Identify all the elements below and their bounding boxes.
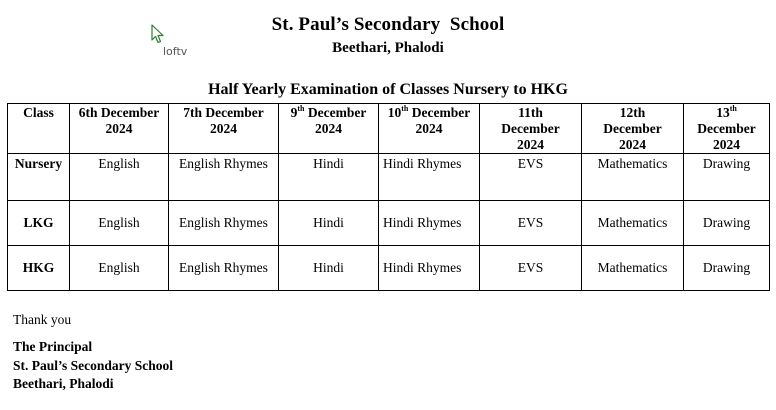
subject-cell: English Rhymes (169, 154, 279, 201)
column-header-date (582, 104, 684, 154)
exam-title: Half Yearly Examination of Classes Nursery to HKG (208, 81, 568, 98)
subject-cell: EVS (480, 154, 582, 201)
date-month: December (603, 121, 662, 136)
date-month: December (501, 121, 560, 136)
school-name: St. Paul’s Secondary School (271, 14, 505, 35)
date-suffix: th (729, 103, 737, 113)
date-suffix: th (401, 103, 409, 113)
subject-cell: English (70, 246, 169, 291)
date-day: 7th December (183, 105, 264, 120)
subject-cell: Hindi (279, 154, 379, 201)
date-suffix: th (297, 103, 305, 113)
date-year: 2024 (517, 137, 544, 152)
table-row (8, 201, 770, 246)
subject-cell: Drawing (684, 154, 770, 201)
date-year: 2024 (315, 121, 342, 136)
subject-cell: Mathematics (582, 154, 684, 201)
cursor-label: loftv (163, 45, 188, 58)
subject-cell: Mathematics (582, 201, 684, 246)
table-row (8, 246, 770, 291)
exam-schedule-table (7, 103, 770, 291)
column-header-date (70, 104, 169, 154)
column-header-date (684, 104, 770, 154)
signature-title: The Principal (13, 339, 93, 354)
date-day: 9 (290, 105, 298, 120)
thank-you-text: Thank you (13, 312, 72, 327)
subject-cell: EVS (480, 201, 582, 246)
subject-cell: Drawing (684, 201, 770, 246)
class-name-cell: Nursery (8, 154, 70, 201)
subject-cell: Hindi Rhymes (379, 201, 480, 246)
date-day: 12th (619, 105, 646, 120)
column-header-date (169, 104, 279, 154)
date-year: 2024 (619, 137, 646, 152)
column-header-date (279, 104, 379, 154)
date-month: December (408, 105, 471, 120)
subject-cell: English (70, 154, 169, 201)
class-name-cell: LKG (8, 201, 70, 246)
column-header-date (480, 104, 582, 154)
subject-cell: English (70, 201, 169, 246)
date-month: December (304, 105, 367, 120)
date-day: 11th (518, 105, 543, 120)
school-location: Beethari, Phalodi (332, 40, 444, 56)
subject-cell: Hindi (279, 246, 379, 291)
subject-cell: English Rhymes (169, 246, 279, 291)
date-day: 10 (387, 105, 402, 120)
date-day: 6th December (78, 105, 160, 120)
subject-cell: Drawing (684, 246, 770, 291)
table-row (8, 154, 770, 201)
subject-cell: Hindi (279, 201, 379, 246)
date-year: 2024 (713, 137, 740, 152)
subject-cell: Hindi Rhymes (379, 246, 480, 291)
subject-cell: Hindi Rhymes (379, 154, 480, 201)
table-header-row (8, 104, 770, 154)
column-header-date (379, 104, 480, 154)
date-year: 2024 (210, 121, 237, 136)
arrow-cursor-icon (151, 24, 165, 44)
signature-school: St. Paul’s Secondary School (13, 358, 174, 373)
subject-cell: English Rhymes (169, 201, 279, 246)
subject-cell: Mathematics (582, 246, 684, 291)
signature-location: Beethari, Phalodi (13, 376, 114, 391)
date-year: 2024 (105, 121, 133, 136)
date-year: 2024 (415, 121, 443, 136)
subject-cell: EVS (480, 246, 582, 291)
date-month: December (697, 121, 756, 136)
class-name-cell: HKG (8, 246, 70, 291)
date-day: 13 (716, 105, 730, 120)
column-header-class: Class (8, 104, 70, 154)
